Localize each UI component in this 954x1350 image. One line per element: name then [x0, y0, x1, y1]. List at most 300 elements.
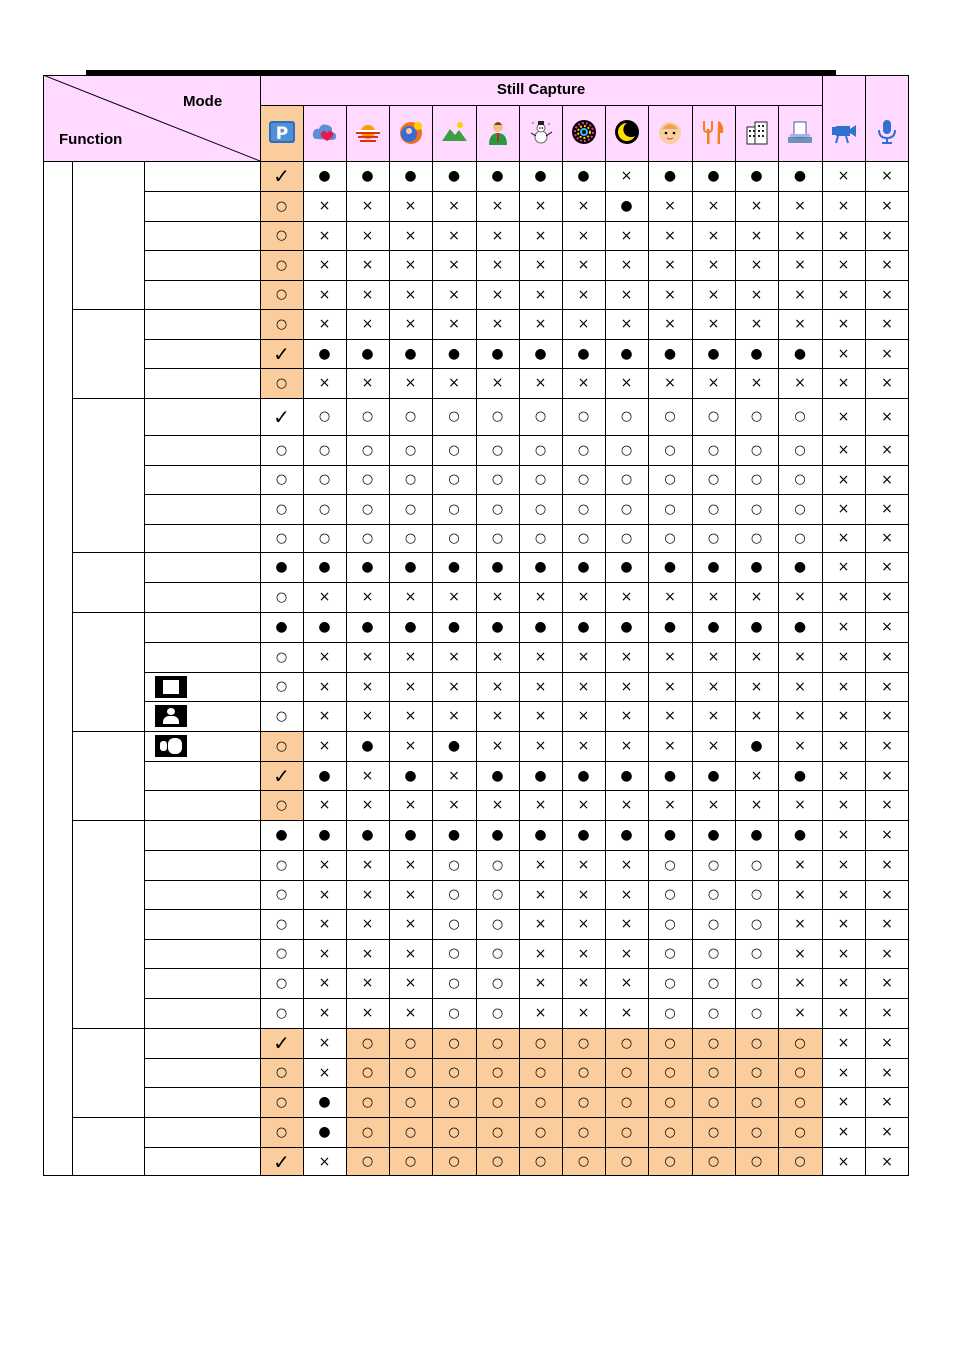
cross-mark: ×	[822, 761, 865, 790]
cross-mark: ×	[562, 672, 605, 701]
check-mark: ✓	[260, 398, 303, 435]
circle-mark: ○	[735, 1087, 778, 1117]
circle-mark: ○	[605, 435, 648, 465]
person-portrait-icon	[484, 119, 512, 145]
circle-mark: ○	[692, 1117, 735, 1147]
cross-mark: ×	[346, 582, 389, 612]
cross-mark: ×	[303, 191, 346, 221]
cross-mark: ×	[519, 731, 562, 761]
circle-mark: ○	[389, 465, 432, 494]
cross-mark: ×	[432, 790, 476, 820]
circle-mark: ○	[648, 909, 692, 939]
body-col-divider	[519, 161, 520, 1176]
filled-dot: ●	[476, 339, 519, 368]
circle-mark: ○	[735, 398, 778, 435]
cross-mark: ×	[476, 221, 519, 250]
cross-mark: ×	[389, 672, 432, 701]
cross-mark: ×	[562, 221, 605, 250]
circle-mark: ○	[260, 250, 303, 280]
cross-mark: ×	[648, 191, 692, 221]
cross-mark: ×	[692, 280, 735, 309]
cross-mark: ×	[822, 880, 865, 909]
cross-mark: ×	[692, 250, 735, 280]
filled-dot: ●	[476, 161, 519, 191]
cross-mark: ×	[822, 494, 865, 524]
circle-mark: ○	[476, 435, 519, 465]
circle-mark: ○	[519, 494, 562, 524]
circle-mark: ○	[605, 1058, 648, 1087]
circle-mark: ○	[389, 1058, 432, 1087]
body-col-divider	[692, 161, 693, 1176]
cross-mark: ×	[389, 250, 432, 280]
cross-mark: ×	[865, 761, 909, 790]
circle-mark: ○	[432, 998, 476, 1028]
check-mark: ✓	[260, 1028, 303, 1058]
cross-mark: ×	[735, 761, 778, 790]
cross-mark: ×	[432, 701, 476, 731]
cross-mark: ×	[648, 642, 692, 672]
cross-mark: ×	[605, 221, 648, 250]
cross-mark: ×	[346, 968, 389, 998]
cross-mark: ×	[605, 280, 648, 309]
circle-mark: ○	[260, 465, 303, 494]
cross-mark: ×	[519, 968, 562, 998]
cross-mark: ×	[865, 968, 909, 998]
cross-mark: ×	[605, 309, 648, 339]
document-scan-icon	[786, 119, 814, 145]
still-capture-label: Still Capture	[496, 81, 586, 98]
circle-mark: ○	[735, 998, 778, 1028]
circle-mark: ○	[778, 524, 822, 552]
cross-mark: ×	[735, 250, 778, 280]
circle-mark: ○	[648, 1058, 692, 1087]
circle-mark: ○	[735, 850, 778, 880]
filled-dot: ●	[605, 552, 648, 582]
filled-dot: ●	[519, 820, 562, 850]
circle-mark: ○	[778, 1058, 822, 1087]
filled-dot: ●	[648, 161, 692, 191]
filled-dot: ●	[346, 161, 389, 191]
frame-group-icon	[155, 735, 187, 757]
building-icon	[743, 119, 771, 145]
circle-mark: ○	[346, 1147, 389, 1176]
filled-dot: ●	[735, 731, 778, 761]
filled-dot: ●	[648, 612, 692, 642]
row-divider	[144, 642, 909, 643]
header-col-divider	[735, 105, 736, 161]
cross-mark: ×	[865, 221, 909, 250]
header-col-divider	[778, 105, 779, 161]
circle-mark: ○	[260, 582, 303, 612]
cross-mark: ×	[605, 998, 648, 1028]
cross-mark: ×	[865, 939, 909, 968]
circle-mark: ○	[648, 494, 692, 524]
cross-mark: ×	[519, 790, 562, 820]
circle-mark: ○	[260, 221, 303, 250]
cross-mark: ×	[389, 850, 432, 880]
corner-diagonal	[43, 75, 260, 161]
filled-dot: ●	[303, 1087, 346, 1117]
cross-mark: ×	[389, 880, 432, 909]
cross-mark: ×	[562, 701, 605, 731]
cross-mark: ×	[865, 280, 909, 309]
cross-mark: ×	[865, 909, 909, 939]
cross-mark: ×	[389, 309, 432, 339]
circle-mark: ○	[346, 465, 389, 494]
circle-mark: ○	[605, 1117, 648, 1147]
circle-mark: ○	[778, 1028, 822, 1058]
group-row-divider	[72, 612, 909, 613]
cross-mark: ×	[476, 280, 519, 309]
filled-dot: ●	[605, 761, 648, 790]
cross-mark: ×	[562, 968, 605, 998]
frame-single-icon	[155, 676, 187, 698]
circle-mark: ○	[476, 1117, 519, 1147]
cross-mark: ×	[735, 221, 778, 250]
circle-mark: ○	[692, 524, 735, 552]
circle-mark: ○	[260, 909, 303, 939]
cross-mark: ×	[735, 642, 778, 672]
cross-mark: ×	[822, 368, 865, 398]
microphone-icon	[873, 118, 901, 144]
cross-mark: ×	[778, 309, 822, 339]
header-col-divider	[303, 105, 304, 161]
cross-mark: ×	[562, 909, 605, 939]
cross-mark: ×	[605, 582, 648, 612]
circle-mark: ○	[432, 435, 476, 465]
cross-mark: ×	[562, 790, 605, 820]
circle-mark: ○	[519, 1028, 562, 1058]
cross-mark: ×	[389, 939, 432, 968]
circle-mark: ○	[303, 465, 346, 494]
circle-mark: ○	[692, 998, 735, 1028]
filled-dot: ●	[389, 339, 432, 368]
body-col-divider	[735, 161, 736, 1176]
video-camera-icon	[830, 118, 858, 144]
cross-mark: ×	[303, 1147, 346, 1176]
header-col-divider	[605, 105, 606, 161]
cross-mark: ×	[303, 968, 346, 998]
cross-mark: ×	[865, 339, 909, 368]
circle-mark: ○	[260, 1058, 303, 1087]
cross-mark: ×	[865, 642, 909, 672]
cross-mark: ×	[648, 701, 692, 731]
cross-mark: ×	[562, 582, 605, 612]
row-divider	[144, 280, 909, 281]
cross-mark: ×	[605, 909, 648, 939]
circle-mark: ○	[432, 1028, 476, 1058]
row-divider	[144, 701, 909, 702]
circle-mark: ○	[389, 1117, 432, 1147]
circle-mark: ○	[476, 1087, 519, 1117]
circle-mark: ○	[735, 494, 778, 524]
filled-dot: ●	[519, 161, 562, 191]
cross-mark: ×	[519, 909, 562, 939]
cross-mark: ×	[432, 672, 476, 701]
circle-mark: ○	[562, 1147, 605, 1176]
group-row-divider	[72, 398, 909, 399]
cross-mark: ×	[822, 280, 865, 309]
landscape-icon	[440, 119, 468, 145]
circle-mark: ○	[432, 909, 476, 939]
filled-dot: ●	[605, 191, 648, 221]
filled-dot: ●	[648, 552, 692, 582]
cross-mark: ×	[865, 880, 909, 909]
mode-function-table	[43, 75, 909, 1176]
filled-dot: ●	[605, 612, 648, 642]
circle-mark: ○	[778, 1087, 822, 1117]
cross-mark: ×	[692, 672, 735, 701]
row-divider	[144, 1147, 909, 1148]
cross-mark: ×	[562, 280, 605, 309]
cross-mark: ×	[389, 642, 432, 672]
cross-mark: ×	[346, 850, 389, 880]
cross-mark: ×	[865, 612, 909, 642]
circle-mark: ○	[432, 1117, 476, 1147]
cross-mark: ×	[389, 582, 432, 612]
cross-mark: ×	[865, 850, 909, 880]
row-divider	[144, 1058, 909, 1059]
circle-mark: ○	[476, 850, 519, 880]
cross-mark: ×	[778, 642, 822, 672]
cross-mark: ×	[303, 701, 346, 731]
filled-dot: ●	[303, 339, 346, 368]
cross-mark: ×	[822, 642, 865, 672]
cross-mark: ×	[476, 250, 519, 280]
cross-mark: ×	[865, 1028, 909, 1058]
circle-mark: ○	[346, 494, 389, 524]
circle-mark: ○	[260, 790, 303, 820]
circle-mark: ○	[519, 465, 562, 494]
circle-mark: ○	[476, 524, 519, 552]
cross-mark: ×	[865, 435, 909, 465]
row-divider	[144, 339, 909, 340]
cross-mark: ×	[562, 880, 605, 909]
cross-mark: ×	[303, 731, 346, 761]
circle-mark: ○	[260, 939, 303, 968]
row-divider	[144, 672, 909, 673]
circle-mark: ○	[648, 435, 692, 465]
cross-mark: ×	[346, 642, 389, 672]
circle-mark: ○	[692, 880, 735, 909]
cross-mark: ×	[346, 880, 389, 909]
cross-mark: ×	[476, 582, 519, 612]
cross-mark: ×	[432, 191, 476, 221]
cross-mark: ×	[519, 250, 562, 280]
cross-mark: ×	[822, 435, 865, 465]
filled-dot: ●	[260, 820, 303, 850]
cross-mark: ×	[346, 998, 389, 1028]
filled-dot: ●	[562, 820, 605, 850]
cross-mark: ×	[432, 642, 476, 672]
circle-mark: ○	[648, 1028, 692, 1058]
cross-mark: ×	[865, 368, 909, 398]
cross-mark: ×	[822, 790, 865, 820]
circle-mark: ○	[519, 435, 562, 465]
circle-mark: ○	[735, 1028, 778, 1058]
cross-mark: ×	[865, 820, 909, 850]
filled-dot: ●	[562, 339, 605, 368]
circle-mark: ○	[562, 1117, 605, 1147]
circle-mark: ○	[778, 1117, 822, 1147]
circle-mark: ○	[346, 435, 389, 465]
cross-mark: ×	[519, 368, 562, 398]
audio-column-divider	[865, 75, 866, 1176]
header-col-divider	[346, 105, 347, 161]
circle-mark: ○	[260, 850, 303, 880]
circle-mark: ○	[778, 465, 822, 494]
cross-mark: ×	[562, 191, 605, 221]
cross-mark: ×	[389, 790, 432, 820]
circle-mark: ○	[735, 465, 778, 494]
cross-mark: ×	[303, 280, 346, 309]
circle-mark: ○	[432, 524, 476, 552]
cross-mark: ×	[389, 909, 432, 939]
circle-mark: ○	[562, 494, 605, 524]
circle-mark: ○	[389, 494, 432, 524]
cross-mark: ×	[692, 790, 735, 820]
row-divider	[144, 790, 909, 791]
circle-mark: ○	[692, 1147, 735, 1176]
filled-dot: ●	[735, 552, 778, 582]
cross-mark: ×	[476, 309, 519, 339]
circle-mark: ○	[519, 1087, 562, 1117]
program-p-icon	[268, 119, 296, 145]
cross-mark: ×	[432, 761, 476, 790]
cross-mark: ×	[562, 850, 605, 880]
circle-mark: ○	[562, 398, 605, 435]
circle-mark: ○	[605, 494, 648, 524]
mode-label: Mode	[183, 93, 223, 110]
cross-mark: ×	[822, 309, 865, 339]
cross-mark: ×	[778, 701, 822, 731]
circle-mark: ○	[260, 435, 303, 465]
circle-mark: ○	[648, 998, 692, 1028]
cross-mark: ×	[865, 250, 909, 280]
circle-mark: ○	[735, 909, 778, 939]
filled-dot: ●	[303, 761, 346, 790]
body-col-divider	[389, 161, 390, 1176]
header-col-divider	[389, 105, 390, 161]
row-divider	[144, 191, 909, 192]
cross-mark: ×	[778, 672, 822, 701]
cross-mark: ×	[865, 161, 909, 191]
cross-mark: ×	[778, 280, 822, 309]
filled-dot: ●	[519, 761, 562, 790]
circle-mark: ○	[692, 1058, 735, 1087]
row-divider	[144, 368, 909, 369]
cross-mark: ×	[303, 790, 346, 820]
cross-mark: ×	[822, 968, 865, 998]
cross-mark: ×	[648, 280, 692, 309]
group-row-divider	[72, 731, 909, 732]
filled-dot: ●	[648, 339, 692, 368]
circle-mark: ○	[476, 1147, 519, 1176]
filled-dot: ●	[648, 761, 692, 790]
cross-mark: ×	[822, 191, 865, 221]
cross-mark: ×	[519, 221, 562, 250]
subgroup-column-divider	[144, 161, 145, 1176]
cross-mark: ×	[865, 1147, 909, 1176]
frame-person-icon	[155, 705, 187, 727]
circle-mark: ○	[260, 494, 303, 524]
cross-mark: ×	[865, 701, 909, 731]
group-row-divider	[72, 1028, 909, 1029]
cross-mark: ×	[605, 790, 648, 820]
row-divider	[144, 1087, 909, 1088]
circle-mark: ○	[260, 368, 303, 398]
cross-mark: ×	[389, 968, 432, 998]
cross-mark: ×	[778, 790, 822, 820]
cross-mark: ×	[389, 280, 432, 309]
cross-mark: ×	[476, 368, 519, 398]
cross-mark: ×	[865, 398, 909, 435]
circle-mark: ○	[476, 1028, 519, 1058]
circle-mark: ○	[562, 524, 605, 552]
circle-mark: ○	[692, 968, 735, 998]
circle-mark: ○	[692, 398, 735, 435]
circle-mark: ○	[648, 850, 692, 880]
filled-dot: ●	[692, 339, 735, 368]
circle-mark: ○	[605, 465, 648, 494]
cross-mark: ×	[648, 368, 692, 398]
circle-mark: ○	[432, 880, 476, 909]
circle-mark: ○	[260, 701, 303, 731]
cross-mark: ×	[432, 368, 476, 398]
circle-mark: ○	[692, 494, 735, 524]
cross-mark: ×	[562, 250, 605, 280]
cross-mark: ×	[303, 1058, 346, 1087]
cross-mark: ×	[822, 582, 865, 612]
row-divider	[144, 909, 909, 910]
circle-mark: ○	[260, 672, 303, 701]
cross-mark: ×	[822, 850, 865, 880]
row-divider	[144, 465, 909, 466]
circle-mark: ○	[476, 939, 519, 968]
cross-mark: ×	[303, 309, 346, 339]
group-row-divider	[72, 1117, 909, 1118]
cross-mark: ×	[605, 250, 648, 280]
circle-mark: ○	[778, 494, 822, 524]
group-column-divider	[72, 161, 73, 1176]
circle-mark: ○	[476, 880, 519, 909]
circle-mark: ○	[346, 398, 389, 435]
circle-mark: ○	[735, 939, 778, 968]
filled-dot: ●	[605, 339, 648, 368]
cross-mark: ×	[519, 280, 562, 309]
video-column-divider	[822, 75, 823, 1176]
row-divider	[144, 250, 909, 251]
circle-mark: ○	[389, 398, 432, 435]
circle-mark: ○	[476, 909, 519, 939]
cross-mark: ×	[648, 582, 692, 612]
filled-dot: ●	[648, 820, 692, 850]
cross-mark: ×	[303, 880, 346, 909]
circle-mark: ○	[476, 968, 519, 998]
row-divider	[144, 582, 909, 583]
cross-mark: ×	[389, 731, 432, 761]
header-col-divider	[692, 105, 693, 161]
cross-mark: ×	[476, 642, 519, 672]
circle-mark: ○	[519, 1117, 562, 1147]
cross-mark: ×	[346, 672, 389, 701]
circle-mark: ○	[476, 494, 519, 524]
filled-dot: ●	[605, 820, 648, 850]
cross-mark: ×	[519, 880, 562, 909]
cross-mark: ×	[648, 731, 692, 761]
circle-mark: ○	[303, 398, 346, 435]
circle-mark: ○	[389, 1028, 432, 1058]
